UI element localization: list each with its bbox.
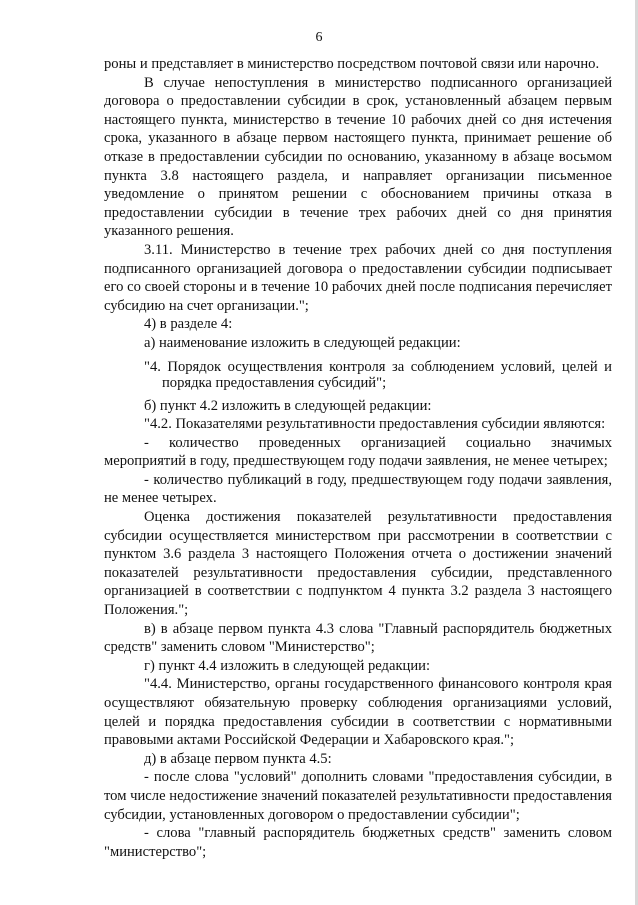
page-number: 6 xyxy=(315,30,323,45)
paragraph-item-g: г) пункт 4.4 изложить в следующей редакции: xyxy=(144,657,431,674)
paragraph-indicator-events: - количество проведенных организацией социально значимых мероприятий в году, предшествующем году подачи заявления, не менее четырех; xyxy=(104,434,612,470)
paragraph-item-b: б) пункт 4.2 изложить в следующей редакции: xyxy=(144,397,432,414)
paragraph-add-words: - после слова "условий" дополнить словами "предоставления субсидии, в том числе недостижение значений показателей результативности предоставления субсидии, установленных договором о предоставлении субсидии"; xyxy=(104,769,612,823)
paragraph-section-4: 4) в разделе 4: xyxy=(144,316,233,333)
paragraph-refusal-decision: В случае непоступления в министерство подписанного организацией договора о предоставлении субсидии в срок, установленный абзацем первым настоящего пункта, министерство в течение 10 рабочих дней со дня истечения срока, указанного в абзаце первом настоящего пункта, принимает решение об отказе в предоставлении субсидии по основанию, указанному в абзаце восьмом пункта 3.8 настоящего раздела, и направляет организации письменное уведомление о принятом решении с обоснованием причины отказа в предоставлении субсидии в течение трех рабочих дней со дня принятия указанного решения. xyxy=(104,74,612,240)
paragraph-assessment: Оценка достижения показателей результативности предоставления субсидии осуществляется министерством при рассмотрении в соответствии с пунктом 3.6 раздела 3 настоящего Положения отчета о достижении значений показателей результативности предоставления субсидии, представленного организацией в соответствии с подпунктом 4 пункта 3.2 раздела 3 настоящего Положения."; xyxy=(104,509,612,619)
paragraph-replace-words: - слова "главный распорядитель бюджетных средств" заменить словом "министерство"; xyxy=(104,825,612,860)
paragraph-item-v: в) в абзаце первом пункта 4.3 слова "Главный распорядитель бюджетных средств" заменить словом "Министерство"; xyxy=(104,620,612,656)
document-body xyxy=(104,55,612,861)
paragraph-continuation: роны и представляет в министерство посредством почтовой связи или нарочно. xyxy=(104,56,600,72)
paragraph-indicator-publications: - количество публикаций в году, предшествующем году подачи заявления, не менее четырех. xyxy=(104,471,612,507)
paragraph-4-2: "4.2. Показателями результативности предоставления субсидии являются: xyxy=(144,416,606,433)
paragraph-item-d: д) в абзаце первом пункта 4.5: xyxy=(144,750,332,767)
paragraph-item-a: а) наименование изложить в следующей редакции: xyxy=(144,334,461,351)
paragraph-4-4: "4.4. Министерство, органы государственного финансового контроля края осуществляют обязательную проверку соблюдения организациями условий, целей и порядка предоставления субсидии в соответствии с нормативными правовыми актами Российской Федерации и Хабаровского края."; xyxy=(104,676,612,749)
paragraph-3-11: 3.11. Министерство в течение трех рабочих дней со дня поступления подписанного организацией договора о предоставлении субсидии подписывает его со своей стороны и в течение 10 рабочих дней после подписания перечисляет субсидию на счет организации."; xyxy=(104,241,612,314)
paragraph-section-4-title: "4. Порядок осуществления контроля за соблюдением условий, целей и порядка предоставления субсидий"; xyxy=(144,358,612,391)
